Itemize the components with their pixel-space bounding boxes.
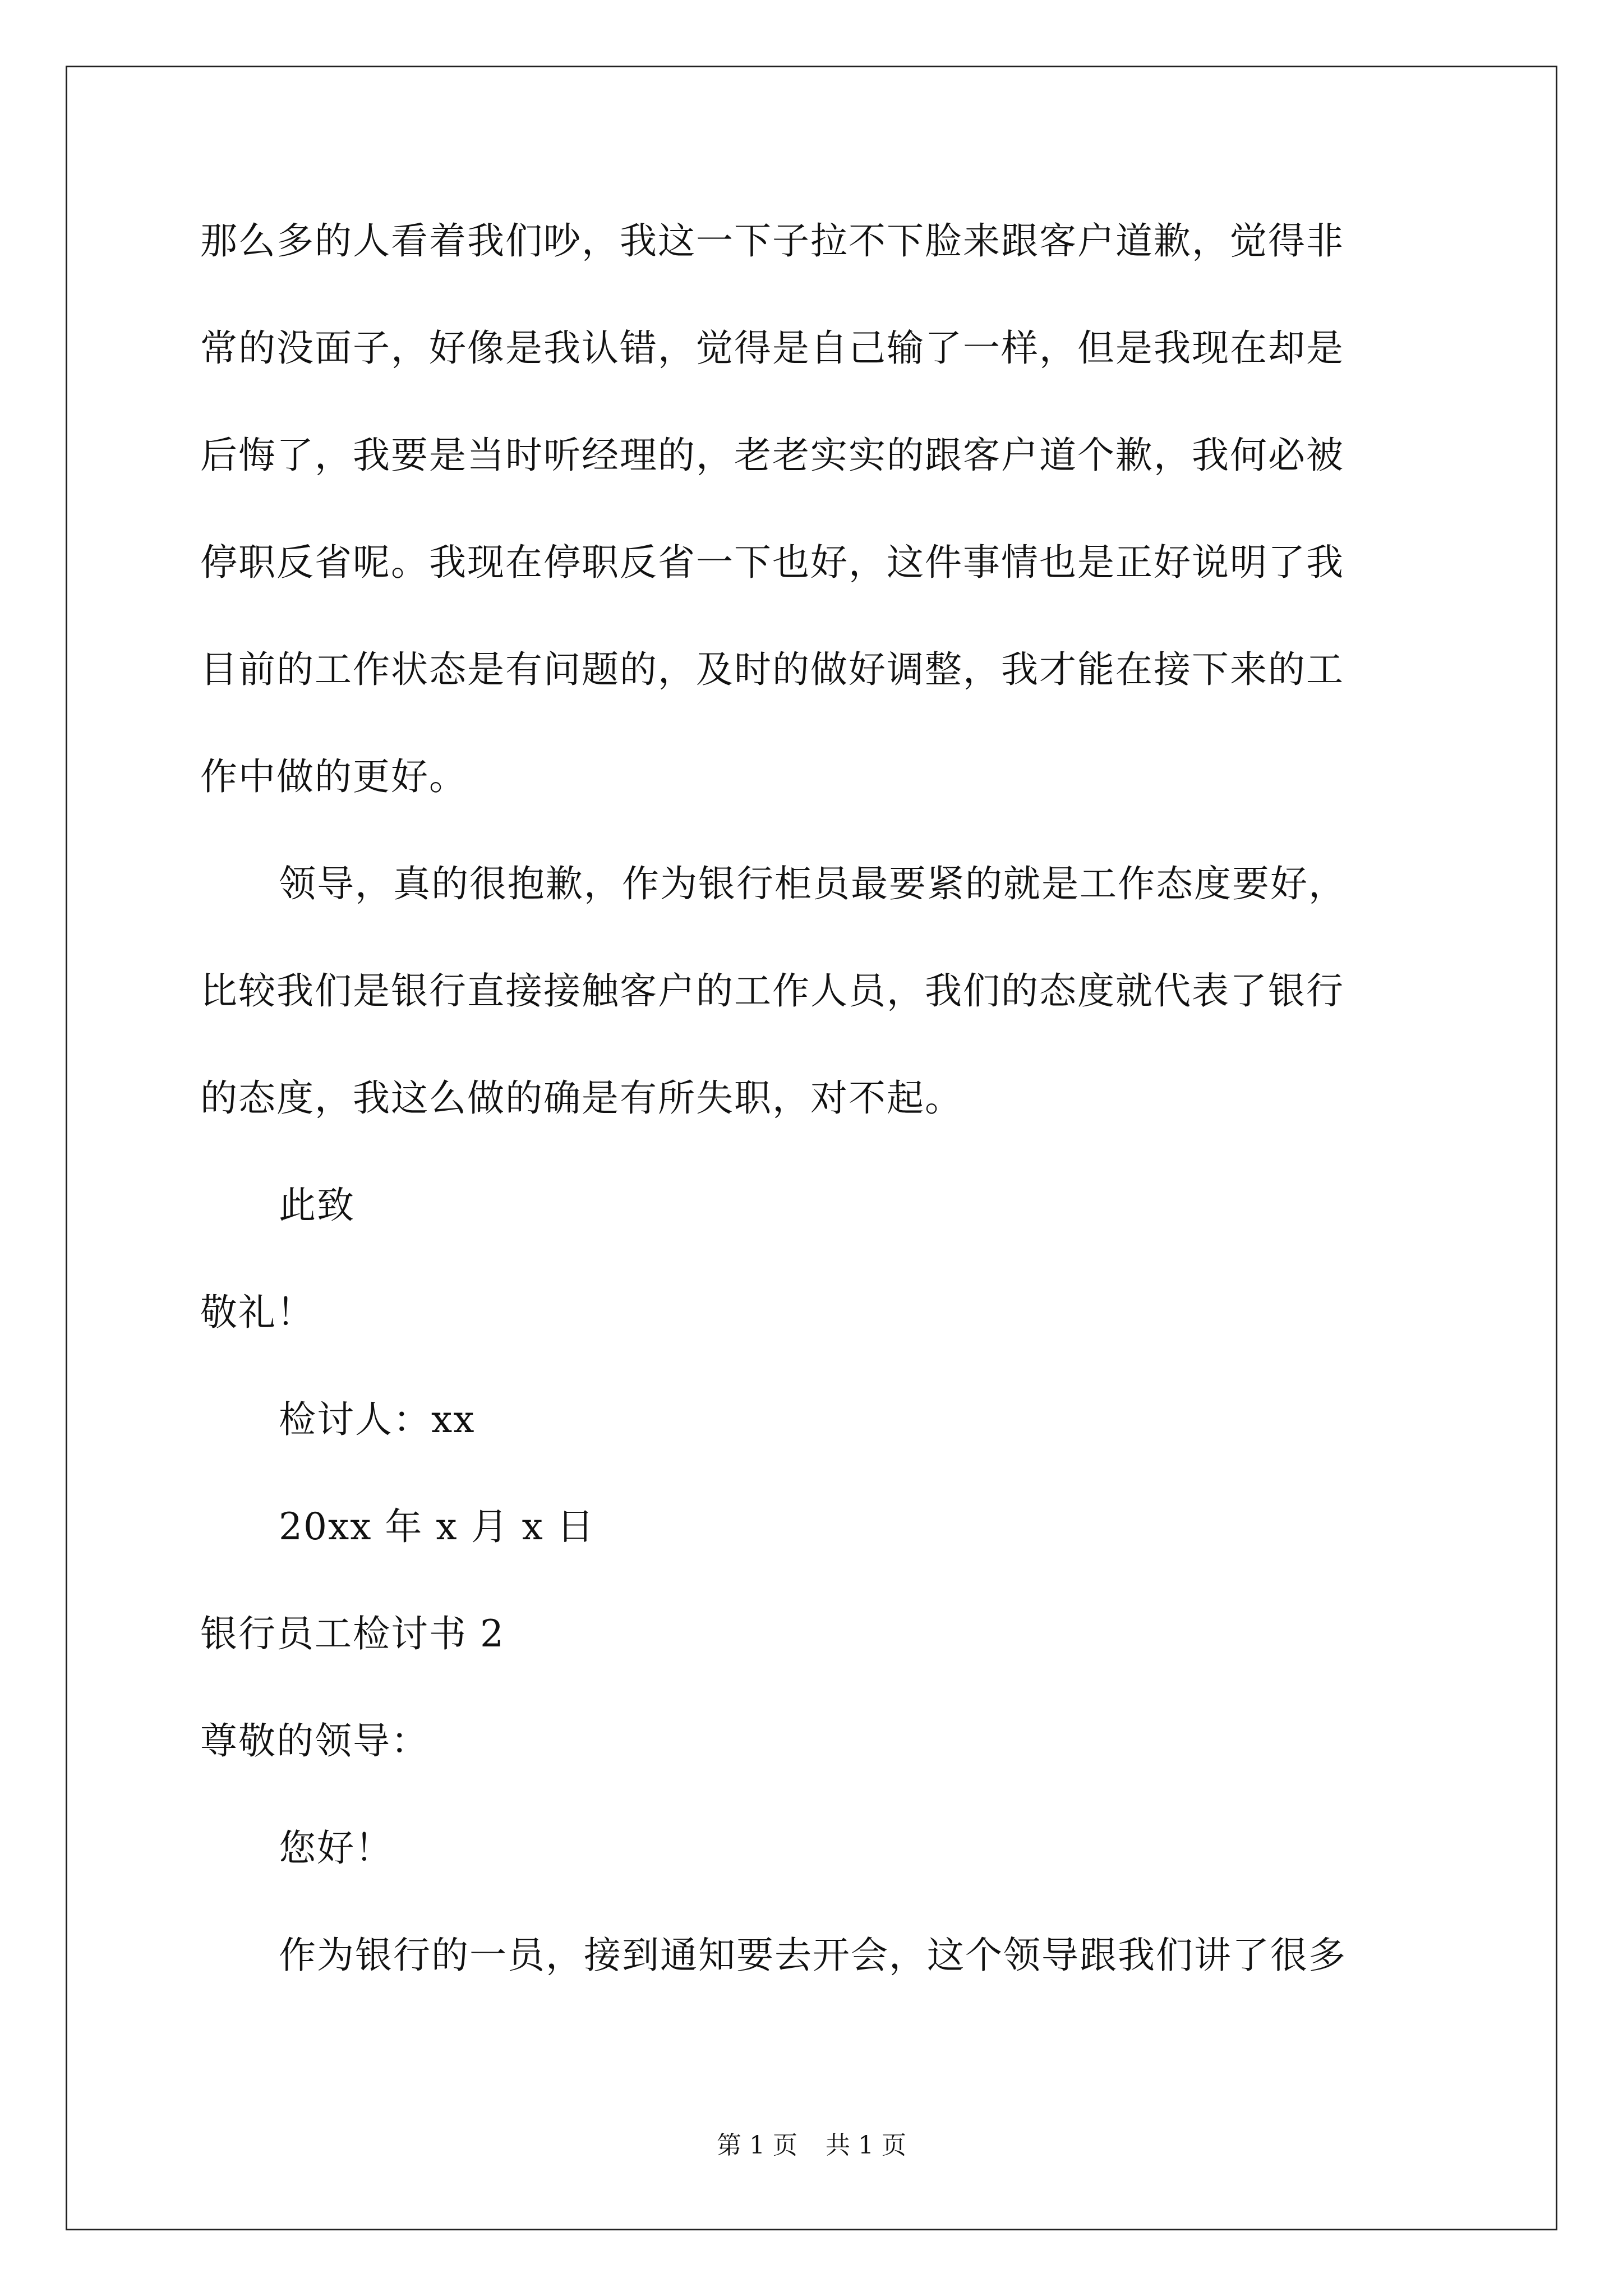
page-number: 第 1 页	[717, 2131, 797, 2160]
signature-name: 检讨人：xx	[279, 1398, 476, 1441]
signature-date: 20xx 年 x 月 x 日	[279, 1505, 595, 1548]
paragraph-line: 停职反省呢。我现在停职反省一下也好，这件事情也是正好说明了我	[200, 541, 1344, 584]
paragraph-line: 作中做的更好。	[200, 755, 467, 798]
paragraph-line: 目前的工作状态是有问题的，及时的做好调整，我才能在接下来的工	[200, 648, 1344, 691]
closing-salutation: 此致	[279, 1184, 355, 1227]
greeting-hello: 您好！	[279, 1826, 393, 1870]
closing-regards: 敬礼！	[200, 1291, 315, 1334]
section-title: 银行员工检讨书 2	[200, 1612, 505, 1655]
paragraph-line: 后悔了，我要是当时听经理的，老老实实的跟客户道个歉，我何必被	[200, 434, 1344, 477]
paragraph-line: 的态度，我这么做的确是有所失职，对不起。	[200, 1076, 963, 1120]
page-total: 共 1 页	[826, 2131, 906, 2160]
paragraph-line: 那么多的人看着我们吵，我这一下子拉不下脸来跟客户道歉，觉得非	[200, 219, 1344, 263]
paragraph-line: 领导，真的很抱歉，作为银行柜员最要紧的就是工作态度要好，	[279, 862, 1347, 905]
paragraph-line: 作为银行的一员，接到通知要去开会，这个领导跟我们讲了很多	[279, 1934, 1347, 1977]
page-footer	[0, 2129, 1623, 2162]
paragraph-line: 比较我们是银行直接接触客户的工作人员，我们的态度就代表了银行	[200, 969, 1344, 1013]
paragraph-line: 常的没面子，好像是我认错，觉得是自己输了一样，但是我现在却是	[200, 326, 1344, 370]
greeting: 尊敬的领导：	[200, 1719, 429, 1763]
document-body	[200, 213, 1428, 2035]
